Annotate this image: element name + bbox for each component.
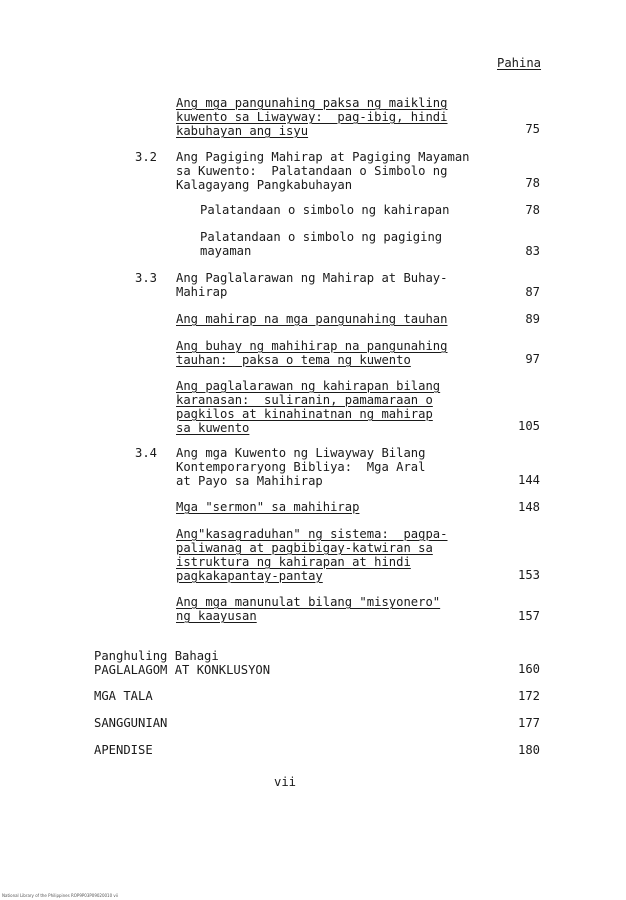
- section-number: 3.4: [135, 446, 158, 460]
- section-number: 3.3: [135, 271, 158, 285]
- toc-entry-page: 153: [517, 568, 540, 582]
- toc-subentry-title: Ang mga manunulat bilang "misyonero" ng kaayusan: [176, 595, 441, 623]
- toc-subentry-title: Ang mahirap na mga pangunahing tauhan: [176, 312, 448, 326]
- section-number: 3.2: [135, 150, 158, 164]
- toc-entry-title: Ang mga pangunahing paksa ng maikling kuwento sa Liwayway: pag-ibig, hindi kabuhayan ang isyu: [176, 96, 448, 138]
- toc-entry-title: Ang mga Kuwento ng Liwayway Bilang Kontemporaryong Bibliya: Mga Aral at Payo sa Mahihirap: [176, 446, 426, 488]
- part-heading: SANGGUNIAN: [94, 716, 168, 730]
- toc-subentry-title: Ang buhay ng mahihirap na pangunahing tauhan: paksa o tema ng kuwento: [176, 339, 448, 367]
- page-number: vii: [274, 775, 297, 789]
- toc-entry-title: Ang Paglalarawan ng Mahirap at Buhay- Mahirap: [176, 271, 448, 299]
- toc-entry-page: 177: [517, 716, 540, 730]
- pahina-header: Pahina: [497, 56, 542, 70]
- toc-entry-page: 180: [517, 743, 540, 757]
- toc-entry-page: 83: [525, 244, 540, 258]
- toc-entry-page: 78: [525, 176, 540, 190]
- toc-subentry-title: Ang"kasagraduhan" ng sistema: pagpa- paliwanag at pagbibigay-katwiran sa istruktura ng kahirapan at hindi pagkakapantay-pantay: [176, 527, 448, 583]
- toc-entry-page: 75: [525, 122, 540, 136]
- toc-entry-page: 97: [525, 352, 540, 366]
- toc-entry-page: 160: [517, 662, 540, 676]
- toc-subentry-title: Mga "sermon" sa mahihirap: [176, 500, 360, 514]
- toc-subentry-title: Ang paglalarawan ng kahirapan bilang karanasan: suliranin, pamamaraan o pagkilos at kinahinatnan ng mahirap sa kuwento: [176, 379, 441, 435]
- toc-entry-page: 87: [525, 285, 540, 299]
- toc-entry-page: 89: [525, 312, 540, 326]
- toc-entry-page: 148: [517, 500, 540, 514]
- part-heading: MGA TALA: [94, 689, 153, 703]
- toc-subentry-title: Palatandaan o simbolo ng kahirapan: [200, 203, 450, 217]
- toc-entry-page: 105: [517, 419, 540, 433]
- part-heading: Panghuling Bahagi PAGLALAGOM AT KONKLUSYON: [94, 649, 271, 677]
- part-heading: APENDISE: [94, 743, 153, 757]
- toc-entry-page: 144: [517, 473, 540, 487]
- toc-entry-page: 172: [517, 689, 540, 703]
- toc-subentry-title: Palatandaan o simbolo ng pagiging mayaman: [200, 230, 443, 258]
- toc-entry-page: 78: [525, 203, 540, 217]
- toc-entry-title: Ang Pagiging Mahirap at Pagiging Mayaman sa Kuwento: Palatandaan o Simbolo ng Kalagayang Pangkabuhayan: [176, 150, 470, 192]
- footer-text: National Library of the Philippines ROP9P03P09020010 vii: [2, 893, 119, 898]
- toc-entry-page: 157: [517, 609, 540, 623]
